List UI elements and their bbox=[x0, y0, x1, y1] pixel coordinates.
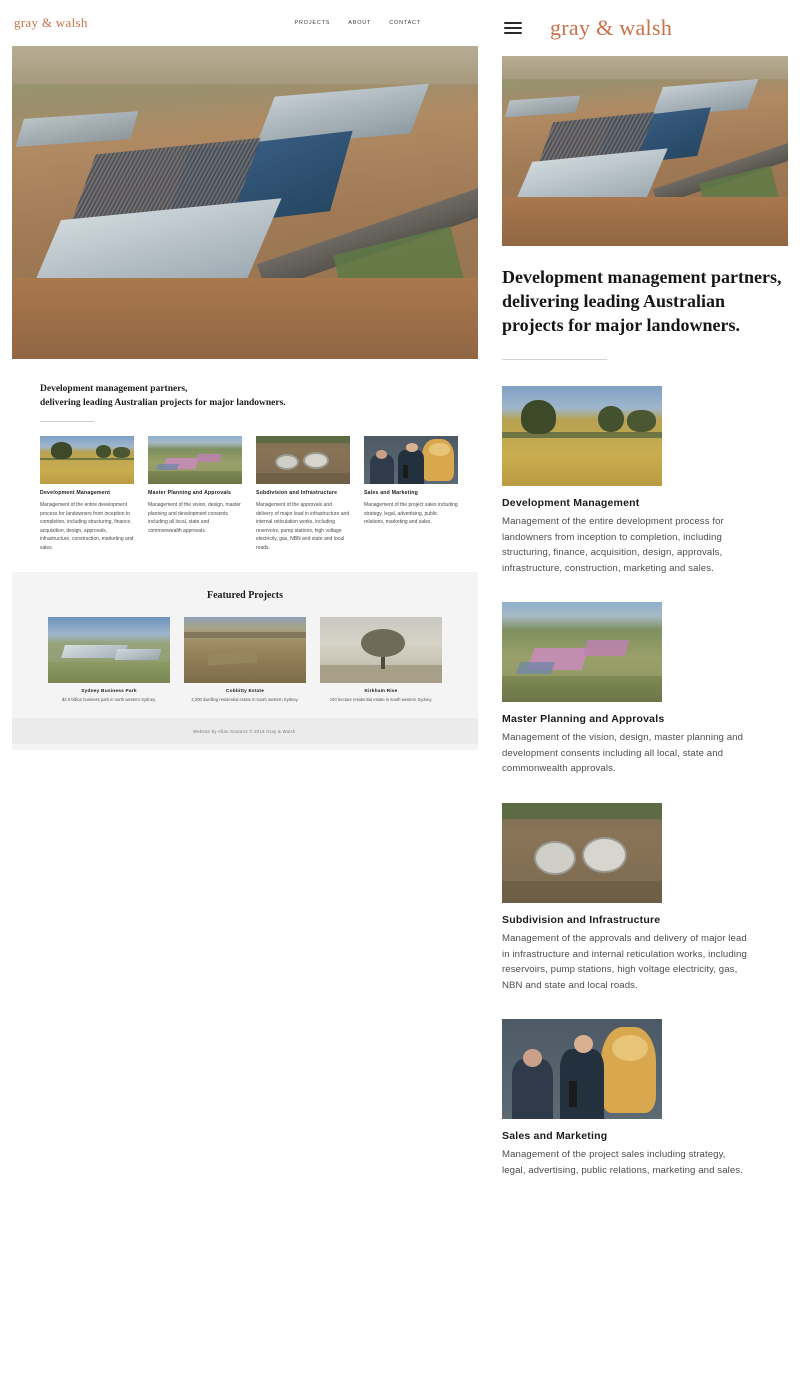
service-card-body: Management of the project sales including strategy, legal, advertising, public relations, marketing and sales. bbox=[364, 502, 458, 526]
nav-item-contact[interactable]: CONTACT bbox=[389, 20, 421, 26]
site-logo[interactable]: gray & walsh bbox=[14, 15, 88, 30]
service-card[interactable] bbox=[148, 436, 242, 553]
development-management-image bbox=[502, 386, 662, 486]
mobile-site-logo[interactable]: gray & walsh bbox=[550, 15, 673, 40]
mobile-service-body: Management of the project sales including strategy, legal, advertising, public relations, marketing and sales. bbox=[502, 1149, 743, 1176]
master-planning-image bbox=[502, 602, 662, 702]
project-name: Sydney Business Park bbox=[81, 689, 137, 695]
mobile-header bbox=[490, 0, 800, 56]
desktop-nav bbox=[295, 20, 476, 26]
mobile-service-body: Management of the approvals and delivery of major lead in infrastructure and internal reticulation works, including reservoirs, pump stations, high voltage electricity, gas, NBN and state and local roads. bbox=[502, 932, 747, 991]
project-name: Kirkham Rise bbox=[364, 689, 398, 695]
project-name: Cobbitty Estate bbox=[225, 689, 265, 695]
desktop-intro bbox=[40, 383, 450, 422]
project-description: 2,300 dwelling residential estate in south western Sydney. bbox=[191, 697, 299, 703]
service-card-body: Management of the entire development process for landowners from inception to completion, including structuring, finance, acquisition, design, approvals, infrastructure, construction, marketing and sales. bbox=[40, 502, 134, 551]
mobile-headline: Development management partners, delivering leading Australian projects for major landowners. bbox=[502, 267, 782, 335]
mobile-service-body: Management of the vision, design, master planning and development consents including all local, state and commonwealth approvals. bbox=[502, 732, 744, 775]
subdivision-infrastructure-image bbox=[502, 803, 662, 903]
sales-marketing-image bbox=[364, 436, 458, 484]
mobile-service-title: Sales and Marketing bbox=[502, 1130, 608, 1143]
mobile-service-body: Management of the entire development process for landowners from inception to completion, including structuring, finance, acquisition, design, approvals, infrastructure, construction, marketing and sales. bbox=[502, 516, 724, 574]
mobile-service-item[interactable] bbox=[502, 803, 788, 993]
service-card-body: Management of the approvals and delivery of major lead in infrastructure and internal reticulation works, including reservoirs, pump stations, high voltage electricity, gas, NBN and state and local roads. bbox=[256, 502, 350, 551]
project-card[interactable] bbox=[184, 617, 306, 704]
nav-item-projects[interactable]: PROJECTS bbox=[294, 20, 331, 26]
kirkham-rise-image bbox=[320, 617, 442, 683]
featured-projects-row bbox=[12, 617, 478, 704]
mobile-service-title: Development Management bbox=[502, 497, 640, 510]
footer-credit: Website by Allan Soutaris © 2016 Gray & Walsh. bbox=[193, 728, 297, 734]
intro-title-line1: Development management partners, bbox=[40, 384, 188, 394]
service-card[interactable] bbox=[364, 436, 458, 553]
service-card-body: Management of the vision, design, master planning and development consents including all local, state and commonwealth approvals. bbox=[148, 502, 241, 534]
service-card[interactable] bbox=[40, 436, 134, 553]
featured-projects-section bbox=[12, 572, 478, 750]
subdivision-infrastructure-image bbox=[256, 436, 350, 484]
cobbitty-estate-image bbox=[184, 617, 306, 683]
project-description: 100 hectare residential estate in south western Sydney. bbox=[329, 697, 433, 703]
nav-item-about[interactable]: ABOUT bbox=[348, 20, 372, 26]
hamburger-menu-icon[interactable] bbox=[504, 22, 522, 34]
mobile-service-title: Subdivision and Infrastructure bbox=[502, 913, 661, 926]
service-card[interactable] bbox=[256, 436, 350, 553]
mobile-service-item[interactable] bbox=[502, 386, 788, 576]
sales-marketing-image bbox=[502, 1019, 662, 1119]
desktop-service-cards bbox=[40, 436, 458, 553]
mobile-preview bbox=[490, 0, 800, 1382]
mobile-divider bbox=[502, 359, 607, 360]
service-card-title: Master Planning and Approvals bbox=[148, 489, 232, 496]
mobile-service-item[interactable] bbox=[502, 602, 788, 777]
project-description: $2.9 billion business park in north western Sydney. bbox=[62, 697, 156, 703]
site-footer bbox=[12, 718, 478, 744]
project-card[interactable] bbox=[320, 617, 442, 704]
project-card[interactable] bbox=[48, 617, 170, 704]
desktop-header bbox=[0, 0, 490, 46]
mobile-service-title: Master Planning and Approvals bbox=[502, 713, 665, 726]
sydney-business-park-image bbox=[48, 617, 170, 683]
mobile-hero-image bbox=[502, 56, 788, 246]
master-planning-image bbox=[148, 436, 242, 484]
intro-title-line2: delivering leading Australian projects for major landowners. bbox=[40, 397, 286, 408]
development-management-image bbox=[40, 436, 134, 484]
service-card-title: Development Management bbox=[40, 489, 111, 496]
featured-projects-heading: Featured Projects bbox=[207, 590, 283, 602]
intro-divider bbox=[40, 421, 94, 422]
service-card-title: Sales and Marketing bbox=[364, 489, 418, 496]
service-card-title: Subdivision and Infrastructure bbox=[256, 489, 338, 496]
mobile-service-item[interactable] bbox=[502, 1019, 788, 1178]
desktop-hero-image bbox=[12, 46, 478, 359]
